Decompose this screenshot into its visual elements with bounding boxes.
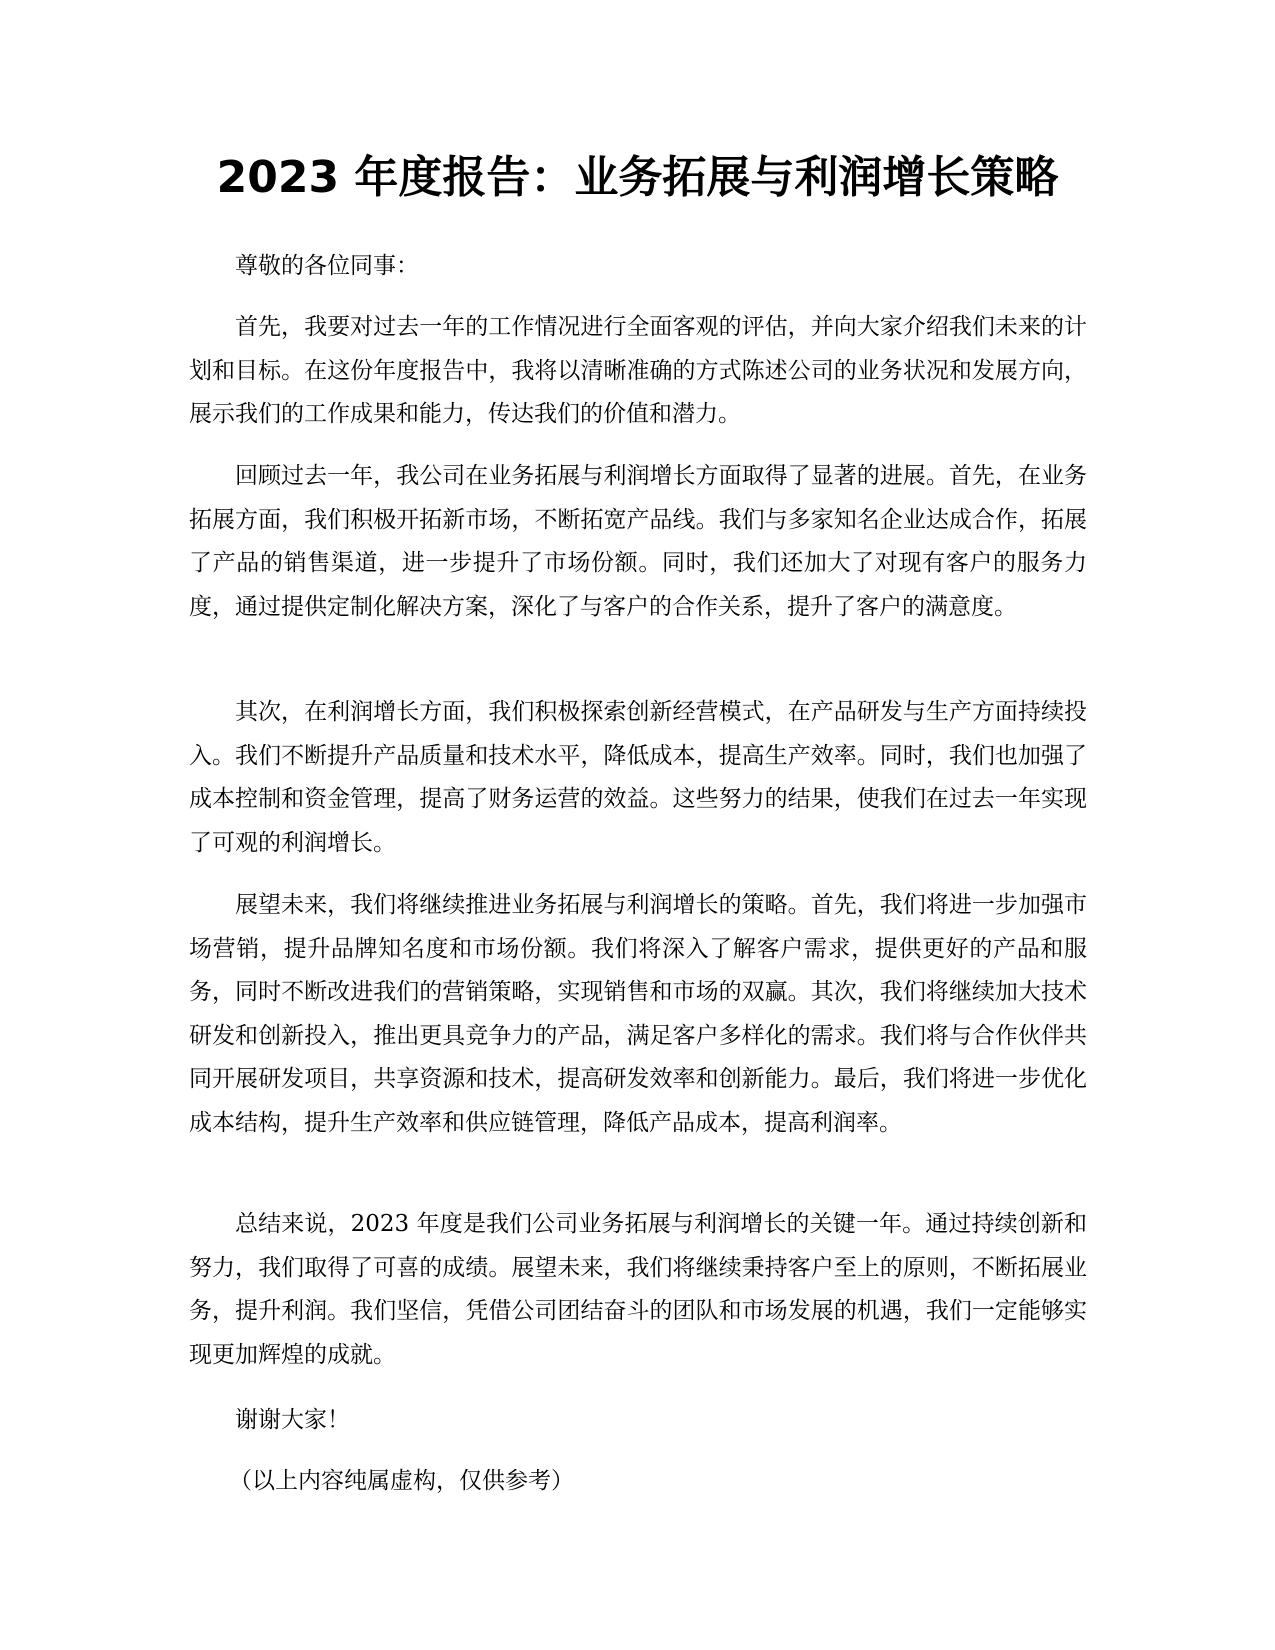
salutation: 尊敬的各位同事： — [235, 253, 419, 279]
paragraph-business-expansion: 回顾过去一年，我公司在业务拓展与利润增长方面取得了显著的进展。首先，在业务拓展方面，我们积极开拓新市场，不断拓宽产品线。我们与多家知名企业达成合作，拓展了产品的销售渠道，进一步提升了市场份额。同时，我们还加大了对现有客户的服务力度，通过提供定制化解决方案，深化了与客户的合作关系，提升了客户的满意度。 — [189, 463, 1087, 620]
closing-thanks: 谢谢大家！ — [235, 1407, 350, 1433]
paragraph-outlook: 展望未来，我们将继续推进业务拓展与利润增长的策略。首先，我们将进一步加强市场营销，提升品牌知名度和市场份额。我们将深入了解客户需求，提供更好的产品和服务，同时不断改进我们的营销策略，实现销售和市场的双赢。其次，我们将继续加大技术研发和创新投入，推出更具竞争力的产品，满足客户多样化的需求。我们将与合作伙伴共同开展研发项目，共享资源和技术，提高研发效率和创新能力。最后，我们将进一步优化成本结构，提升生产效率和供应链管理，降低产品成本，提高利润率。 — [189, 892, 1087, 1136]
disclaimer-note: （以上内容纯属虚构，仅供参考） — [229, 1468, 574, 1494]
paragraph-profit-growth: 其次，在利润增长方面，我们积极探索创新经营模式，在产品研发与生产方面持续投入。我们不断提升产品质量和技术水平，降低成本，提高生产效率。同时，我们也加强了成本控制和资金管理，提高了财务运营的效益。这些努力的结果，使我们在过去一年实现了可观的利润增长。 — [189, 699, 1087, 856]
paragraph-summary: 总结来说，2023 年度是我们公司业务拓展与利润增长的关键一年。通过持续创新和努力，我们取得了可喜的成绩。展望未来，我们将继续秉持客户至上的原则，不断拓展业务，提升利润。我们坚信，凭借公司团结奋斗的团队和市场发展的机遇，我们一定能够实现更加辉煌的成就。 — [189, 1211, 1087, 1368]
document-title: 2023 年度报告：业务拓展与利润增长策略 — [216, 152, 1059, 203]
paragraph-intro: 首先，我要对过去一年的工作情况进行全面客观的评估，并向大家介绍我们未来的计划和目标。在这份年度报告中，我将以清晰准确的方式陈述公司的业务状况和发展方向，展示我们的工作成果和能力，传达我们的价值和潜力。 — [189, 314, 1087, 427]
